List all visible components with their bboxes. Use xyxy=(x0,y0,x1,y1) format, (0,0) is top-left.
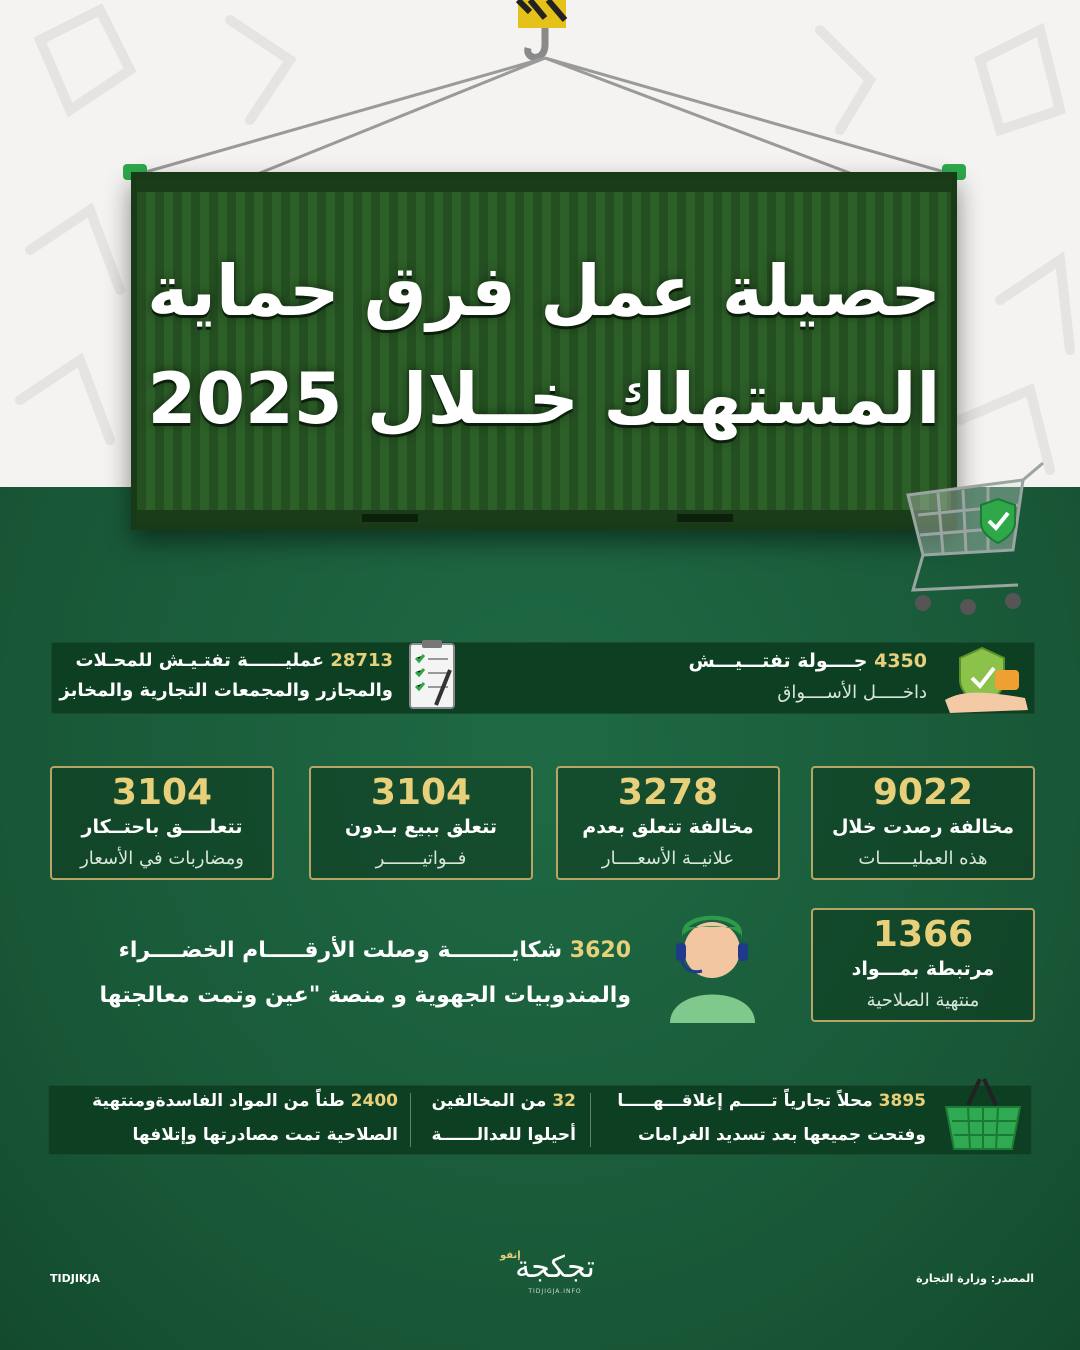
violators-line-2: أحيلوا للعدالــــــة xyxy=(431,1125,576,1145)
complaints-line-1: 3620 شكايــــــــة وصلت الأرقـــــام الخضــــراء xyxy=(118,938,631,963)
stat-card-violations xyxy=(811,766,1035,880)
card-number: 1366 xyxy=(872,914,974,955)
card-number: 3104 xyxy=(370,772,472,813)
divider xyxy=(590,1093,591,1147)
card-number: 3104 xyxy=(111,772,213,813)
card-line-2: فــواتيـــــــر xyxy=(375,848,467,869)
shield-hand-icon xyxy=(940,638,1035,718)
shopping-basket-icon xyxy=(938,1075,1028,1155)
closed-shops-number: 3895 xyxy=(878,1091,926,1111)
closed-shops-line-1: 3895 محلاً تجارياً تـــــم إغلاقـــهـــــا xyxy=(617,1091,926,1111)
stat-card-price-display xyxy=(556,766,780,880)
card-number: 3278 xyxy=(617,772,719,813)
crane-cables xyxy=(0,0,1080,200)
card-line-1: مخالفة رصدت خلال xyxy=(831,816,1015,838)
page-title-line-1: حصيلة عمل فرق حماية xyxy=(147,250,941,332)
source-label: المصدر: وزارة التجارة xyxy=(916,1272,1034,1285)
divider xyxy=(410,1093,411,1147)
card-line-1: تتعلق ببيع بـدون xyxy=(345,816,497,838)
stat-card-no-invoices xyxy=(309,766,533,880)
logo-superscript: إنفو xyxy=(500,1250,521,1261)
shipping-container xyxy=(131,172,957,530)
stat-card-monopoly xyxy=(50,766,274,880)
enforcement-bar xyxy=(48,1085,1032,1155)
complaints-line-2: والمندوبيات الجهوية و منصة "عين وتمت معالجتها xyxy=(99,983,631,1008)
card-line-1: تتعلــــق باحتــكار xyxy=(81,816,243,838)
card-line-2: منتهية الصلاحية xyxy=(866,990,980,1011)
card-line-1: مرتبطة بمـــواد xyxy=(851,958,995,980)
card-line-2: ومضاربات في الأسعار xyxy=(80,848,244,869)
inspections-line-2: والمجازر والمجمعات التجارية والمخابز xyxy=(59,680,393,701)
card-line-1: مخالفة تتعلق بعدم xyxy=(582,816,754,838)
destroyed-tons-line-1: 2400 طناً من المواد الفاسدةومنتهية xyxy=(92,1091,398,1111)
page-title-line-2: المستهلك خــلال 2025 xyxy=(147,358,941,440)
logo-subtitle: TIDJIGJA.INFO xyxy=(528,1288,582,1295)
card-line-2: علانيــة الأسعــــار xyxy=(601,848,735,869)
violators-line-1: 32 من المخالفين xyxy=(431,1091,576,1111)
logo xyxy=(490,1248,620,1295)
destroyed-tons-number: 2400 xyxy=(350,1091,398,1111)
destroyed-tons-line-2: الصلاحية تمت مصادرتها وإتلافها xyxy=(132,1125,398,1145)
violators-number: 32 xyxy=(552,1091,576,1111)
crane-hook-icon xyxy=(528,28,545,57)
clipboard-icon xyxy=(406,640,458,714)
logo-wordmark: تجكجة xyxy=(515,1250,595,1285)
tours-line-1: 4350 جــــولة تفتـــيـــش xyxy=(688,650,927,672)
inspections-line-1: 28713 عمليــــــة تفتـيـش للمحـلات xyxy=(75,650,393,671)
call-center-agent-icon xyxy=(660,905,765,1025)
city-tag: TIDJIKJA xyxy=(50,1272,101,1285)
tours-number: 4350 xyxy=(874,650,927,672)
closed-shops-line-2: وفتحت جميعها بعد تسديد الغرامات xyxy=(637,1125,926,1145)
tours-line-2: داخـــــل الأســــواق xyxy=(777,682,927,703)
shopping-cart-icon xyxy=(898,455,1058,625)
inspections-number: 28713 xyxy=(330,650,393,671)
stat-card-expired-goods xyxy=(811,908,1035,1022)
complaints-number: 3620 xyxy=(569,938,631,963)
card-number: 9022 xyxy=(872,772,974,813)
card-line-2: هذه العمليــــــات xyxy=(858,848,988,869)
inspections-bar xyxy=(51,642,1035,714)
